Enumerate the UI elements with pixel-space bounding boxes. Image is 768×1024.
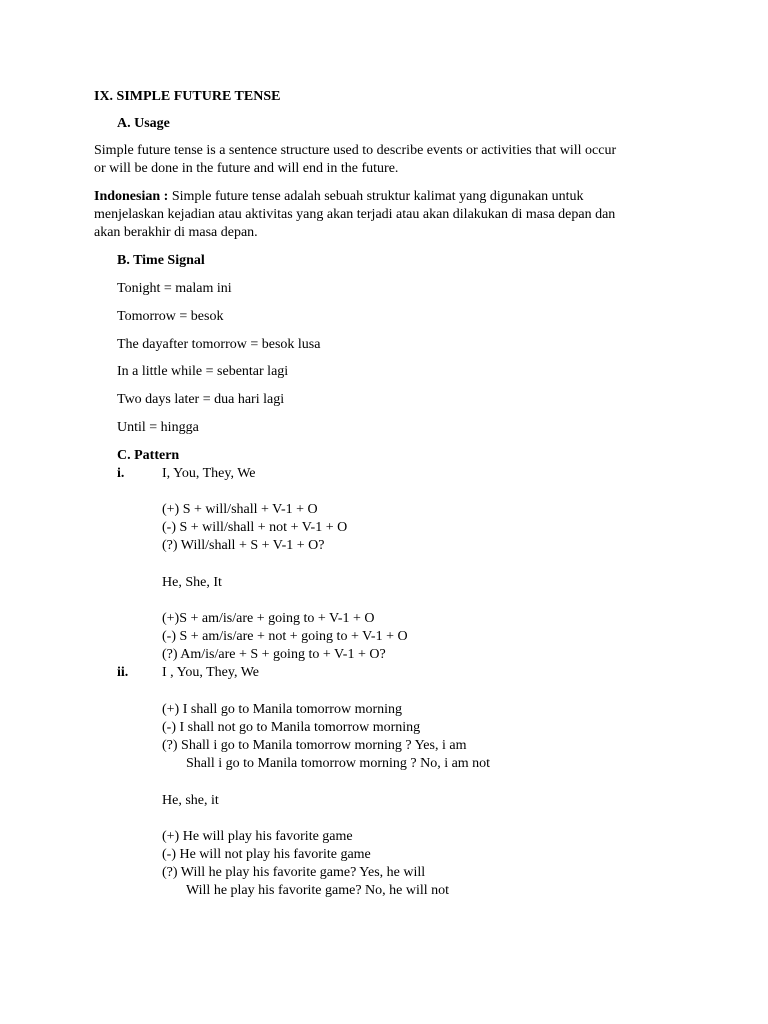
part-i-marker: i. [117, 466, 125, 481]
example-line: (-) I shall not go to Manila tomorrow morning [162, 720, 421, 735]
pattern-line: (-) S + will/shall + not + V-1 + O [162, 520, 348, 535]
pattern-line: (?) Am/is/are + S + going to + V-1 + O? [162, 647, 386, 662]
pattern-line: (+) S + will/shall + V-1 + O [162, 502, 318, 517]
time-signal-item: Until = hingga [117, 420, 199, 435]
page-title: IX. SIMPLE FUTURE TENSE [94, 89, 281, 104]
section-c-heading: C. Pattern [117, 448, 180, 463]
indonesian-paragraph-line-1 [94, 188, 584, 206]
time-signal-item: In a little while = sebentar lagi [117, 364, 289, 379]
pattern-line: (-) S + am/is/are + not + going to + V-1 + O [162, 629, 408, 644]
part-i-group1-title: I, You, They, We [162, 466, 256, 481]
part-i-group2-title: He, She, It [162, 575, 222, 590]
time-signal-item: Two days later = dua hari lagi [117, 392, 285, 407]
part-ii-group1-title: I , You, They, We [162, 665, 260, 680]
example-line: (?) Will he play his favorite game? Yes, he will [162, 865, 426, 880]
pattern-line: (+)S + am/is/are + going to + V-1 + O [162, 611, 375, 626]
example-line: (?) Shall i go to Manila tomorrow morning ? Yes, i am [162, 738, 467, 753]
example-line: Shall i go to Manila tomorrow morning ? No, i am not [186, 756, 491, 771]
example-line: (+) He will play his favorite game [162, 829, 353, 844]
part-ii-group2-title: He, she, it [162, 793, 219, 808]
indonesian-paragraph-line-2: menjelaskan kejadian atau aktivitas yang akan terjadi atau akan dilakukan di masa depan dan [94, 207, 616, 222]
example-line: Will he play his favorite game? No, he will not [186, 883, 450, 898]
time-signal-item: Tomorrow = besok [117, 309, 224, 324]
indonesian-paragraph-line-3: akan berakhir di masa depan. [94, 225, 258, 240]
time-signal-item: The dayafter tomorrow = besok lusa [117, 337, 321, 352]
part-ii-marker: ii. [117, 665, 129, 680]
example-line: (+) I shall go to Manila tomorrow morning [162, 702, 403, 717]
indonesian-label: Indonesian : [94, 189, 169, 204]
pattern-line: (?) Will/shall + S + V-1 + O? [162, 538, 325, 553]
section-b-heading: B. Time Signal [117, 253, 205, 268]
usage-paragraph-line-1: Simple future tense is a sentence structure used to describe events or activities that will occur [94, 143, 617, 158]
section-a-heading: A. Usage [117, 116, 170, 131]
indonesian-text-1: Simple future tense adalah sebuah struktur kalimat yang digunakan untuk [168, 189, 584, 204]
usage-paragraph-line-2: or will be done in the future and will end in the future. [94, 161, 399, 176]
example-line: (-) He will not play his favorite game [162, 847, 371, 862]
time-signal-item: Tonight = malam ini [117, 281, 232, 296]
